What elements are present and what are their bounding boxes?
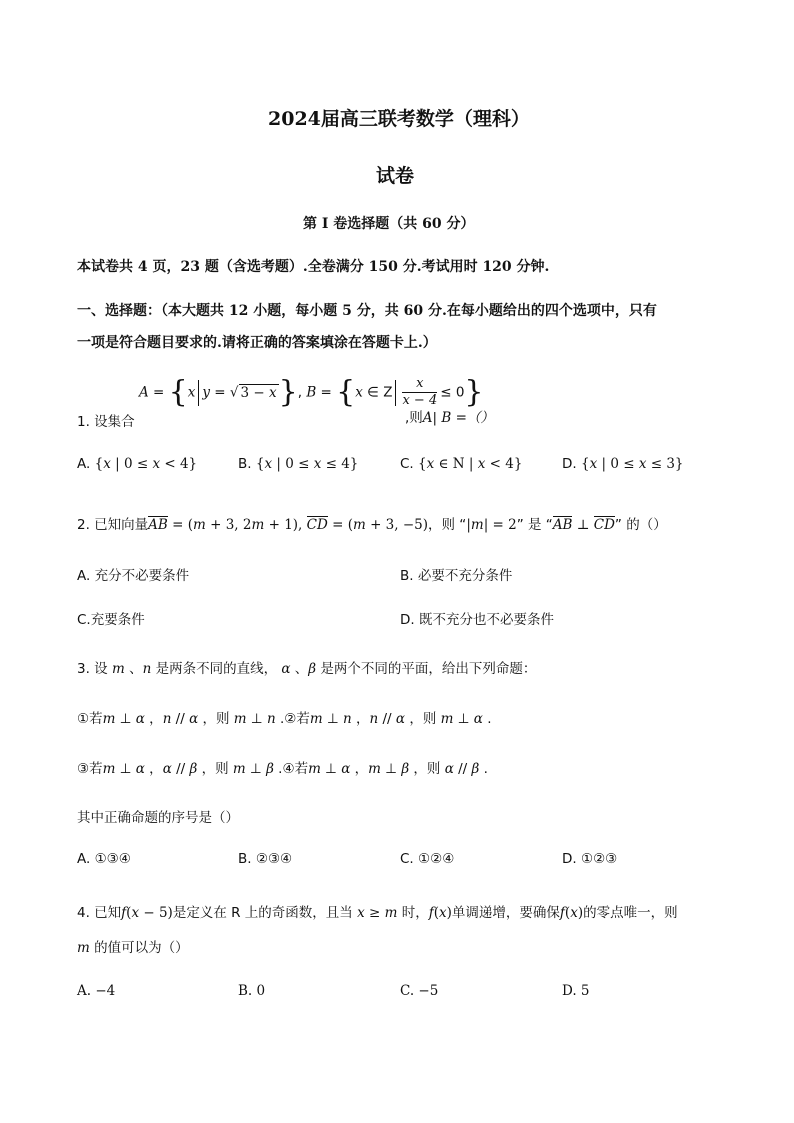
exam-intro: 本试卷共 4 页，23 题（含选考题）.全卷满分 150 分.考试用时 120 分钟. bbox=[77, 259, 550, 275]
q3-option-a[interactable]: A. ①③④ bbox=[77, 851, 131, 867]
q1-option-d[interactable]: D. {x | 0 ≤ x ≤ 3} bbox=[562, 456, 684, 472]
q2-option-a[interactable]: A. 充分不必要条件 bbox=[77, 568, 190, 584]
section-instructions-line1: 一、选择题：（本大题共 12 小题，每小题 5 分，共 60 分.在每小题给出的四个选项中，只有 bbox=[77, 303, 657, 319]
q3-option-d[interactable]: D. ①②③ bbox=[562, 851, 618, 867]
q1-set-definitions: A = {x y = √ 3 − x}, B = {x ∈ Z $\frac{x}{x - 4}$ ≤ 0} bbox=[139, 374, 484, 410]
q2-option-c[interactable]: C.充要条件 bbox=[77, 612, 145, 628]
q1-option-b[interactable]: B. {x | 0 ≤ x ≤ 4} bbox=[238, 456, 359, 472]
q3-option-c[interactable]: C. ①②④ bbox=[400, 851, 455, 867]
q3-stem: 3. 设 m 、n 是两条不同的直线， α 、β 是两个不同的平面，给出下列命题： bbox=[77, 661, 537, 677]
q3-question: 其中正确命题的序号是（） bbox=[77, 810, 239, 826]
q4-stem-line1: 4. 已知f(x − 5)是定义在 R 上的奇函数，且当 x ≥ m 时，f(x)单调递增，要确保f(x)的零点唯一，则 bbox=[77, 905, 678, 921]
q4-option-b[interactable]: B. 0 bbox=[238, 983, 266, 999]
q3-option-b[interactable]: B. ②③④ bbox=[238, 851, 293, 867]
q2-stem: 2. 已知向量AB = (m + 3, 2m + 1), CD = (m + 3, −5)，则 “|m| = 2” 是 “AB ⊥ CD” 的（） bbox=[77, 517, 667, 533]
q2-option-d[interactable]: D. 既不充分也不必要条件 bbox=[400, 612, 554, 628]
exam-subtitle: 试卷 bbox=[376, 165, 415, 187]
q3-propositions-3-4: ③若m ⊥ α ，α // β ，则 m ⊥ β .④若m ⊥ α ，m ⊥ β ，则 α // β . bbox=[77, 761, 488, 777]
q4-option-d[interactable]: D. 5 bbox=[562, 983, 590, 999]
q2-option-b[interactable]: B. 必要不充分条件 bbox=[400, 568, 513, 584]
exam-title: 2024届高三联考数学（理科） bbox=[268, 108, 530, 130]
q3-propositions-1-2: ①若m ⊥ α ，n // α ，则 m ⊥ n .②若m ⊥ n ，n // α ，则 m ⊥ α . bbox=[77, 711, 492, 727]
q4-stem-line2: m 的值可以为（） bbox=[77, 940, 189, 956]
q1-option-a[interactable]: A. {x | 0 ≤ x < 4} bbox=[77, 456, 198, 472]
q1-label: 1. 设集合 bbox=[77, 414, 135, 430]
q1-tail: ,则A| B =（） bbox=[405, 410, 494, 426]
q4-option-a[interactable]: A. −4 bbox=[77, 983, 116, 999]
q4-option-c[interactable]: C. −5 bbox=[400, 983, 439, 999]
volume-heading: 第 I 卷选择题（共 60 分） bbox=[303, 216, 475, 232]
q1-option-c[interactable]: C. {x ∈ N | x < 4} bbox=[400, 456, 523, 472]
section-instructions-line2: 一项是符合题目要求的.请将正确的答案填涂在答题卡上.） bbox=[77, 335, 437, 351]
